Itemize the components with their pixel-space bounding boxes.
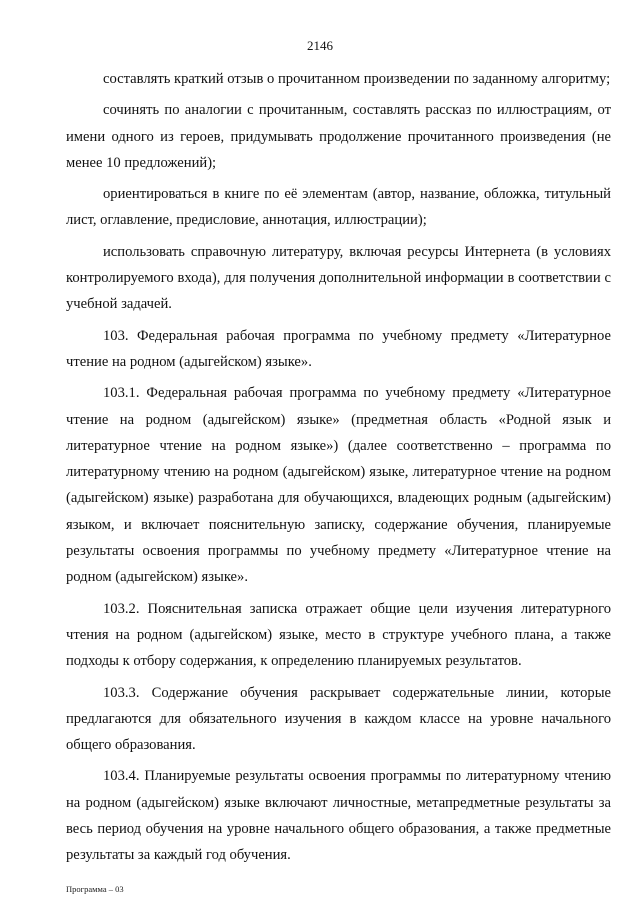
paragraph: 103.4. Планируемые результаты освоения программы по литературному чтению на родном (адыгейском) языке включают личностные, метапредметные результаты за весь период обучения на уровне начального общего образования, а также предметные результаты за каждый год обучения. <box>66 768 611 864</box>
paragraph: 103. Федеральная рабочая программа по учебному предмету «Литературное чтение на родном (адыгейском) языке». <box>66 327 611 370</box>
paragraph: 103.3. Содержание обучения раскрывает содержательные линии, которые предлагаются для обязательного изучения в каждом классе на уровне начального общего образования. <box>66 684 611 754</box>
page-number: 2146 <box>307 38 333 53</box>
paragraph: сочинять по аналогии с прочитанным, составлять рассказ по иллюстрациям, от имени одного из героев, придумывать продолжение прочитанного произведения (не менее 10 предложений); <box>66 102 611 171</box>
paragraph: 103.2. Пояснительная записка отражает общие цели изучения литературного чтения на родном (адыгейском) языке, место в структуре учебного плана, а также подходы к отбору содержания, к определению планируемых результатов. <box>66 600 611 670</box>
paragraph: 103.1. Федеральная рабочая программа по учебному предмету «Литературное чтение на родном (адыгейском) языке» (предметная область «Родной язык и литературное чтение на родном языке») (далее соответственно – программа по литературному чтению на родном (адыгейском) языке, литературное чтение на родном (адыгейском) языке) разработана для обучающихся, владеющих родным (адыгейским) языком, и включает пояснительную записку, содержание обучения, планируемые результаты освоения программы по учебному предмету «Литературное чтение на родном (адыгейском) языке». <box>66 385 611 586</box>
paragraph: ориентироваться в книге по её элементам (автор, название, обложка, титульный лист, оглавление, предисловие, аннотация, иллюстрации); <box>66 186 611 229</box>
body-text <box>66 66 611 869</box>
footer-label: Программа – 03 <box>66 884 124 894</box>
paragraph: использовать справочную литературу, включая ресурсы Интернета (в условиях контролируемого входа), для получения дополнительной информации в соответствии с учебной задачей. <box>66 243 611 313</box>
paragraph: составлять краткий отзыв о прочитанном произведении по заданному алгоритму; <box>103 71 611 87</box>
